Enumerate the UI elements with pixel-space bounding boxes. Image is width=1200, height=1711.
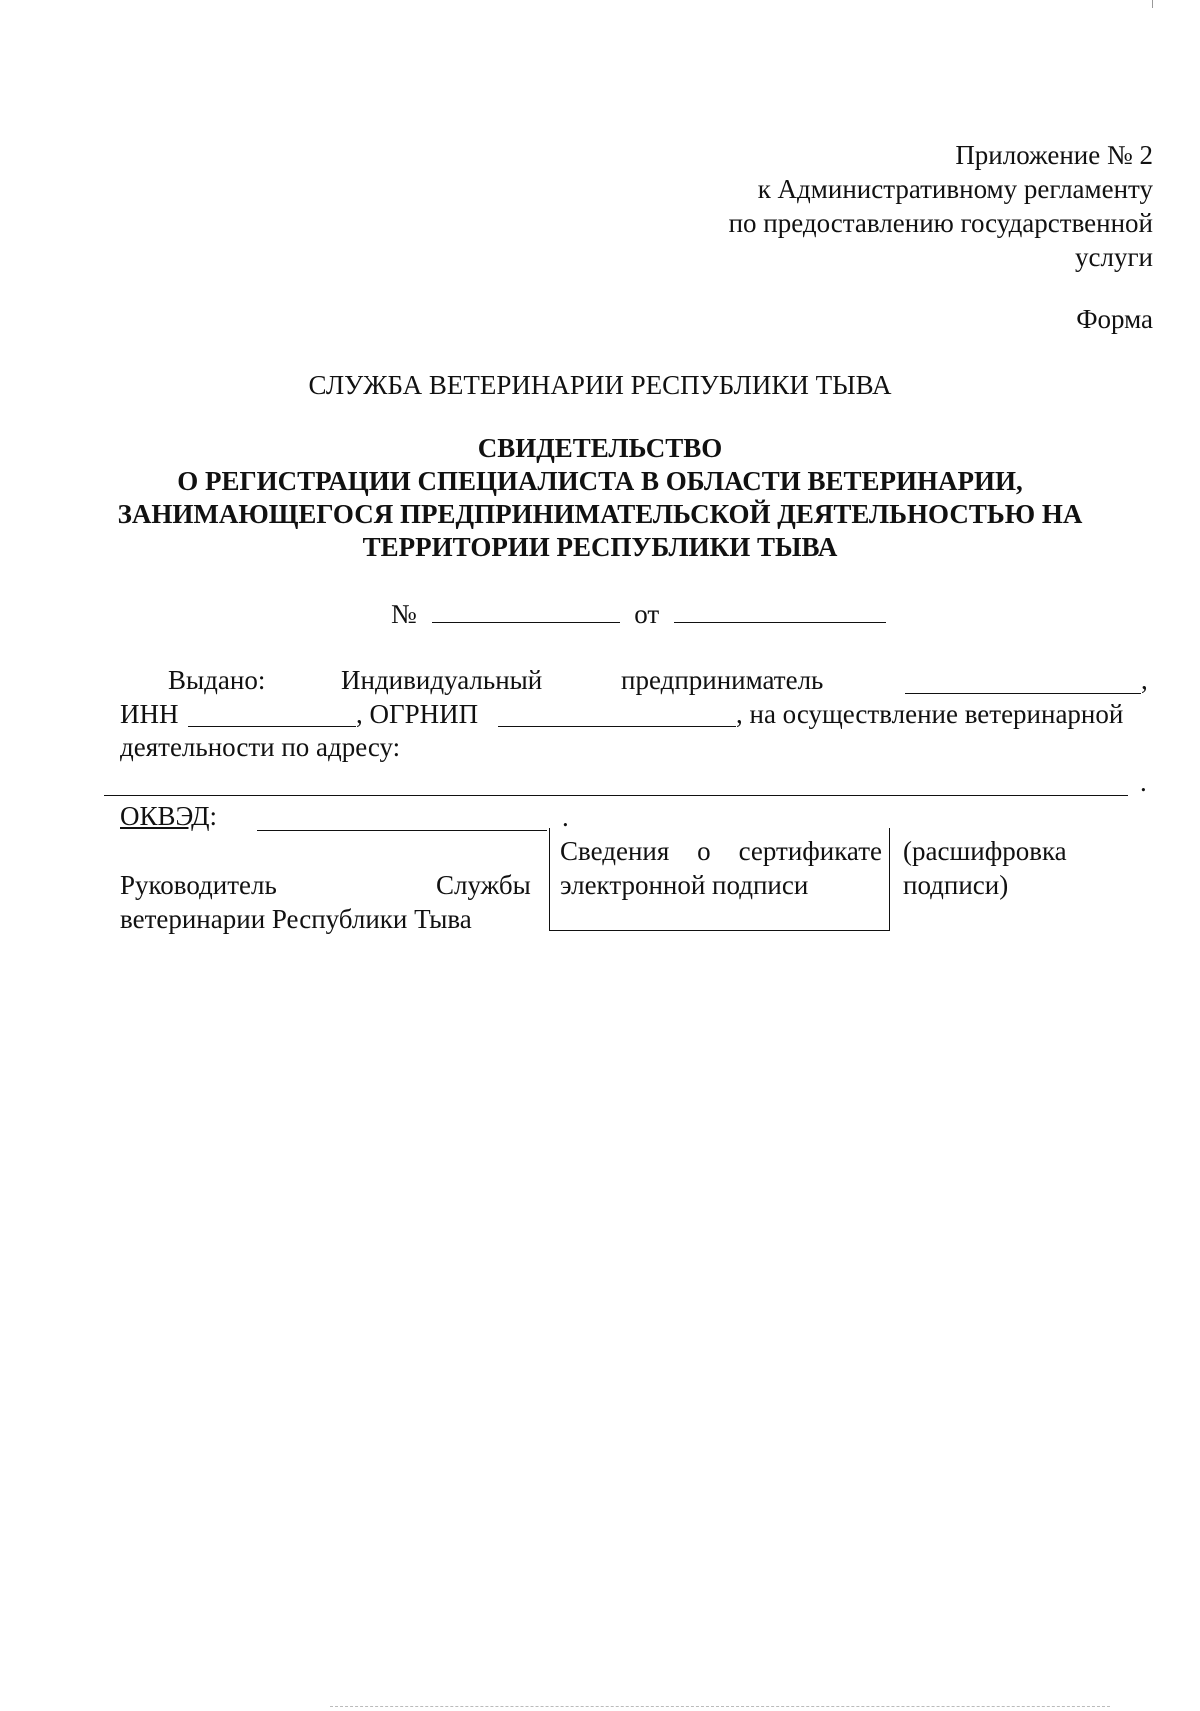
scan-mark-top-right xyxy=(1152,0,1153,8)
signature-box-line-2: электронной подписи xyxy=(560,870,809,900)
appendix-line-1: Приложение № 2 xyxy=(955,140,1153,170)
certificate-title-line-3: ЗАНИМАЮЩЕГОСЯ ПРЕДПРИНИМАТЕЛЬСКОЙ ДЕЯТЕЛЬНОСТЬЮ НА xyxy=(117,499,1083,529)
form-label: Форма xyxy=(1076,304,1153,334)
decode-line-2: подписи) xyxy=(903,870,1009,900)
from-label: от xyxy=(634,599,660,629)
date-blank[interactable] xyxy=(674,598,886,623)
head-line-2: ветеринарии Республики Тыва xyxy=(120,904,472,934)
appendix-line-3: по предоставлению государственной xyxy=(728,208,1153,238)
signature-box-line-1: Сведения о сертификате xyxy=(560,836,882,866)
address-end-dot: . xyxy=(1140,767,1147,797)
ogrnip-label: , ОГРНИП xyxy=(356,699,479,729)
head-word-2: Службы xyxy=(436,870,531,900)
appendix-line-2: к Административному регламенту xyxy=(757,174,1153,204)
okved-blank[interactable] xyxy=(257,830,547,831)
ogrnip-blank[interactable] xyxy=(498,726,736,727)
address-label: деятельности по адресу: xyxy=(120,732,401,762)
okved-label xyxy=(120,799,217,833)
issued-word-entrepreneur: предприниматель xyxy=(621,665,824,695)
certificate-title-line-4: ТЕРРИТОРИИ РЕСПУБЛИКИ ТЫВА xyxy=(362,532,838,562)
number-blank[interactable] xyxy=(432,598,620,623)
head-word-1: Руководитель xyxy=(120,870,277,900)
service-name: СЛУЖБА ВЕТЕРИНАРИИ РЕСПУБЛИКИ ТЫВА xyxy=(308,370,892,400)
scan-mark-bottom xyxy=(330,1706,1110,1707)
issued-comma: , xyxy=(1141,665,1148,695)
decode-line-1: (расшифровка xyxy=(903,836,1067,866)
address-blank[interactable] xyxy=(104,795,1128,796)
entrepreneur-name-blank[interactable] xyxy=(905,693,1141,694)
number-sign: № xyxy=(391,599,417,629)
certificate-title xyxy=(0,432,1200,564)
inn-label: ИНН xyxy=(120,699,179,729)
inn-blank[interactable] xyxy=(188,726,356,727)
certificate-title-line-2: О РЕГИСТРАЦИИ СПЕЦИАЛИСТА В ОБЛАСТИ ВЕТЕРИНАРИИ, xyxy=(177,466,1023,496)
number-date-line xyxy=(391,598,886,630)
signature-decode xyxy=(903,834,1067,902)
okved-label-text: ОКВЭД xyxy=(120,801,210,831)
appendix-line-4: услуги xyxy=(1075,242,1153,272)
certificate-title-line-1: СВИДЕТЕЛЬСТВО xyxy=(477,433,723,463)
signature-certificate-box xyxy=(549,828,890,931)
purpose-text: , на осуществление ветеринарной xyxy=(736,699,1124,729)
appendix-block xyxy=(729,138,1153,274)
issued-word-individual: Индивидуальный xyxy=(341,665,543,695)
okved-colon: : xyxy=(209,801,218,831)
okved-dot: . xyxy=(562,802,569,832)
issued-label: Выдано: xyxy=(168,665,266,695)
